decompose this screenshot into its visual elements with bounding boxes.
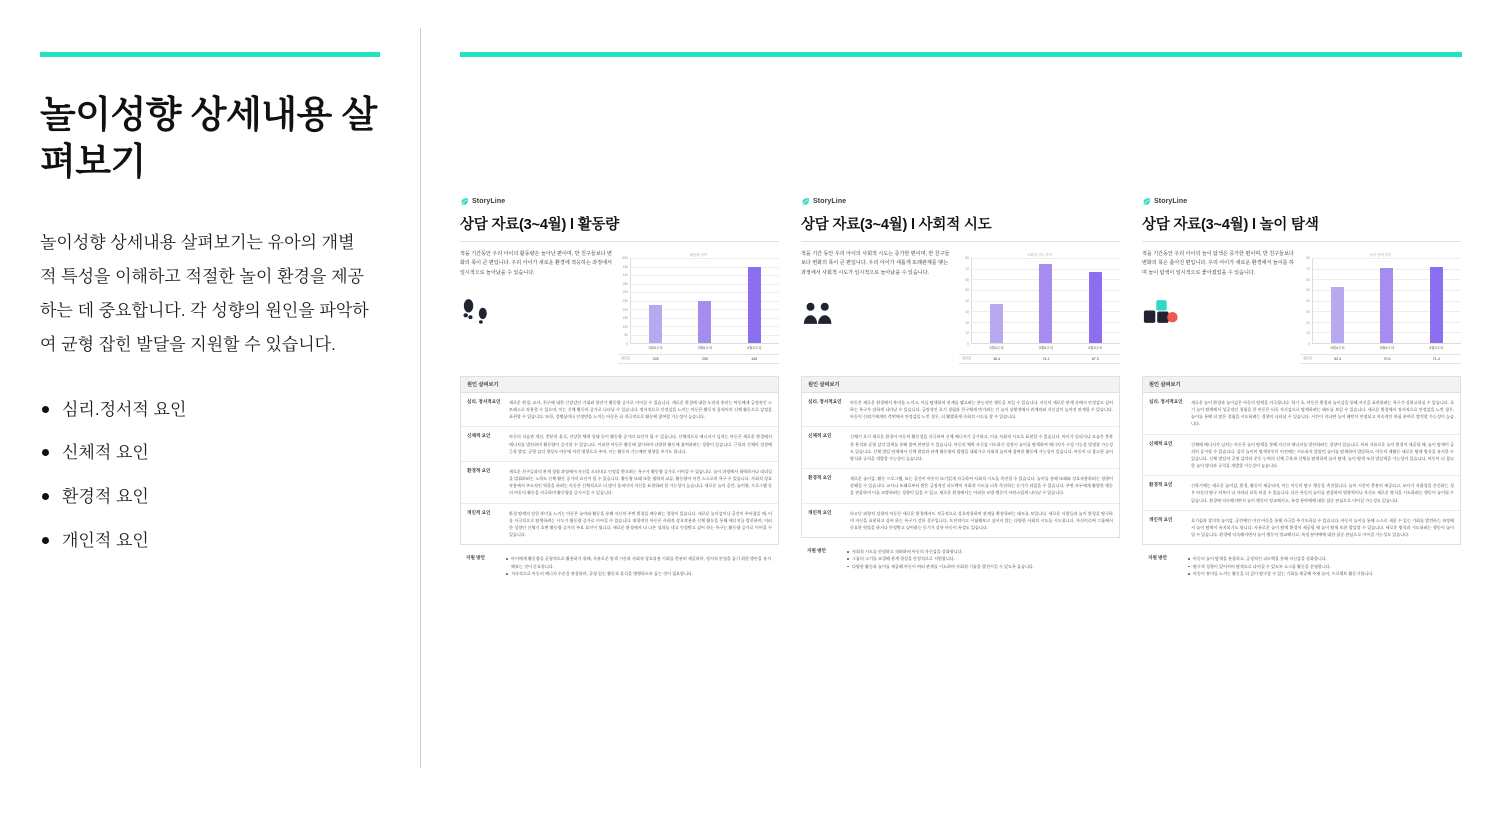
value-row-label: 평균값 [962, 356, 971, 361]
y-tick: 20 [965, 320, 969, 325]
table-row [802, 393, 1119, 427]
row-key: 환경적 요인 [808, 475, 832, 481]
y-tick: 80 [965, 256, 969, 260]
right-column [420, 0, 1496, 839]
data-value: 71.4 [1432, 357, 1440, 361]
row-text: 새로운 환경, 교사, 친구에 대한 긴장감인 기대와 불안가 활동량 증가로 이어질 수 있습니다. 새로운 환경에 대한 도전과 흥미는 아동에게 긍정적인 스트레스로 작용할 수 있으며, 이는 신체 활동의 증가로 나타날 수 있습니다. 정서적으로 안정감을 느끼는 아동은 활동적 움직이며 신체 활동으로 감정을 표현할 수 있습니다. 또한, 경쟁심이나 인정받을 느끼는 아동은 더 적극적으로 활동에 참여할 가능성이 높습니다. [509, 400, 772, 420]
footprints-icon [460, 292, 612, 326]
factor-list [40, 398, 380, 554]
report-card-social [801, 197, 1120, 577]
y-tick: 60 [1306, 277, 1310, 282]
accent-bar-right [460, 52, 1462, 57]
y-tick: 500 [622, 256, 628, 260]
y-tick: 300 [622, 290, 628, 295]
cause-table [801, 376, 1120, 538]
list-item: 그룹의 크기를 조절해 관계 형성을 안정적으로 지원합니다. [847, 555, 1114, 562]
divider [460, 241, 779, 242]
brand-name: StoryLine [813, 198, 847, 205]
row-text: 아동의 식습관 개선, 충분한 휴식, 건강한 체력 상태 등이 활동량 증가의 요인이 될 수 있습니다. 신체적으로 에너지가 넘치는 아동은 새로운 환경에서 에너지를 발산하며 활동량이 증가할 수 있습니다. 이러한 아동은 활동에 참가하며 다양한 활동에 참여하려는 경향이 있습니다. 근육과 신체의 성장에 근육 발달, 균형 감각 향상도 아동에 이런 영향으로 주며, 이는 활동의 기능에만 영향을 주기도 합니다. [509, 434, 772, 454]
y-tick: 40 [965, 299, 969, 303]
table-row [802, 427, 1119, 469]
data-value: 226 [652, 357, 659, 361]
chart-social [959, 250, 1120, 364]
table-header: 원인 살펴보기 [802, 377, 1119, 393]
summary-text-col [801, 250, 953, 364]
blocks-icon [1142, 292, 1294, 326]
x-tick: 3월6주차 [1038, 346, 1054, 350]
leaf-icon [460, 197, 469, 206]
y-tick: 40 [1306, 299, 1310, 303]
table-header: 원인 살펴보기 [1143, 377, 1460, 393]
support-label: 지원 방안 [466, 555, 486, 561]
x-tick: 3월4주차 [1330, 346, 1345, 350]
row-key: 심리. 정서적요인 [808, 399, 842, 404]
bar [1430, 267, 1443, 343]
row-text: 신체에 에너지가 넘치는 아동은 놀이 탐색을 통해 자신의 에너지를 발산하려는 경향이 있습니다. 특히 자유로운 놀이 환경이 제공될 때, 놀이 탐색이 급격히 증가할 수 있습니다. 감각 놀이이 탐색적인이 이전에는 시도하지 않았던 놀이를 탐색하며 발달하고, 아동의 재활동 새로운 탐색 방식을 유지한 수 있습니다. 신체 발달의 균형 감각과 운동 능력의 신체 근육과 신체를 탐색하게 놀이 탐색, 놀이 탐색 또한 발달력을 가능성이 있습니다. 아동이 더 참고한 놀이 방식과 규칙을 개발할 가능성이 높습니다. [1191, 441, 1454, 469]
report-card-play-exploration [1142, 197, 1461, 577]
y-tick: 50 [624, 333, 628, 338]
plot-area [1313, 258, 1461, 344]
summary-text-col [1142, 250, 1294, 364]
data-value: 70.5 [1383, 357, 1391, 361]
support-block [801, 548, 1120, 570]
row-key: 신체적 요인 [467, 433, 491, 439]
row-key: 개인적 요인 [467, 509, 491, 515]
table-row [461, 393, 778, 427]
y-tick: 60 [965, 277, 969, 282]
row-key: 심리. 정서적요인 [1149, 399, 1183, 404]
data-value: 36.4 [993, 357, 1001, 361]
accent-bar-left [40, 52, 380, 57]
y-axis [1300, 258, 1313, 344]
data-value: 445 [751, 357, 758, 361]
data-value: 67.3 [1091, 357, 1099, 361]
value-row-label: 평균값 [1303, 356, 1312, 361]
y-axis [618, 258, 631, 344]
bar [1039, 264, 1052, 343]
brand [801, 197, 1120, 206]
card-title: 상담 자료(3~4월) l 놀이 탐색 [1142, 217, 1319, 233]
table-row [1143, 393, 1460, 435]
chart-title: 놀이 탐색 추이 [1369, 253, 1392, 257]
card-title: 상담 자료(3~4월) l 활동량 [460, 217, 620, 233]
list-item: 환경적 요인 [40, 485, 380, 510]
list-item: 신체적 요인 [40, 441, 380, 466]
y-tick: 80 [1306, 256, 1310, 260]
row-key: 신체적 요인 [1149, 440, 1173, 446]
card-blurb: 적을 기간동안 우리 아이의 활동량은 놀아난 편이며, 반 친구들보다 변화의 폭이 큰 편입니다. 우리 아이가 새로운 환경에 적응하는 과정에서 일시적으로 놀아났을 수 있습니다. [460, 251, 612, 276]
table-row [802, 504, 1119, 537]
row-key: 환경적 요인 [1149, 482, 1173, 488]
y-tick: 70 [965, 266, 969, 271]
y-tick: 10 [1306, 331, 1310, 336]
chart-title: 사회적 시도 추이 [1027, 253, 1052, 257]
y-tick: 250 [622, 299, 628, 303]
table-row [1143, 476, 1460, 510]
data-value: 74.1 [1042, 357, 1050, 361]
chart-title: 활동량 추이 [689, 253, 708, 257]
list-item: 개인적 요인 [40, 529, 380, 554]
x-tick: 3월6주차 [1379, 346, 1395, 350]
people-icon [801, 292, 953, 326]
list-item: 사회적 시도를 안정하고 격려하며 아동의 자신감을 강화합니다. [847, 548, 1114, 555]
list-item: 아동이 흥미를 느끼는 활동을 더 깊이 탐구할 수 있는 기회를 제공해 주제 놀이, 프로젝트 활동기합니다. [1188, 570, 1455, 577]
support-list [1188, 555, 1461, 577]
card-title: 상담 자료(3~4월) l 사회적 시도 [801, 217, 992, 233]
x-tick: 4월3주차 [1429, 346, 1444, 350]
y-tick: 50 [1306, 288, 1310, 293]
leaf-icon [1142, 197, 1151, 206]
table-row [1143, 511, 1460, 544]
chart-value-row [618, 354, 779, 364]
row-text: 새로운 놀이 환경과 놀이감은 아동의 탐색을 자극합니다. 학기 초, 아동은 환경과 놀이감을 통해 자신을 표현하려는 욕구가 강하고하실 수 있습니다. 초기 놀이 탐색에서 성공적인 경험을 한 아동은 더욱 자신감으로 탐색하려는 태도를 보일 수 있습니다. 새로운 환경에서 정서적으로 안정감을 느낀 경우, 놀이를 통해 더 많은 경험을 시도하려는 경향이 나타날 수 있습니다. 시간이 지나면 놀이 패턴이 안정되고 지속적인 관심 분야로 발전할 가능성이 높습니다. [1191, 400, 1454, 427]
card-summary-block [460, 250, 779, 364]
plot-area [631, 258, 779, 344]
list-item: 다양한 활동과 놀이를 제공해 아동이 여러 관계를 시도하며 사회적 기술을 발전시킬 수 있도록 돕습니다. [847, 563, 1114, 570]
row-text: 새로운 놀이감, 활동 프로그램, 또는 공간이 아동이 또기있게 자극하여 사회적 시도를 촉진할 수 있습니다. 놀이를 통해 또래와 상호작용하려는 경향이 강해질 수 있습니다. 교사나 또래로부터 받은 긍정적인 피드백이 사회적 시도를 더욱 촉진하는 동기가 되었을 수 있습니다. 주변 모두에게 활발한 행동을 관찰하며 이를 모방하려는 경향이 있을 수 있고, 새로운 환경에서는 이러한 모방 행동이 자연스럽게 나타날 수 있습니다. [850, 476, 1113, 496]
row-key: 개인적 요인 [808, 509, 832, 515]
y-tick: 400 [622, 273, 628, 278]
row-text: 타고난 외향적 성향의 아동은 새로운 환경에서도 적극적으로 상호작용하며 관계를 확장하려는 태도를 보입니다. 새로운 사람들과 놀이 환경을 탐구하며 자신을 표현하고 싶어 하는 욕구가 강한 경우입니다. 도전적이고 시험해보고 싶어지 않는 다양한 사회적 시도를 시도합니다. 자신이로써 그룹에서 중요한 역할을 하거나 안정받고 싶어하는 동기가 강한 아동이 특성도 있습니다. [850, 510, 1113, 530]
list-item: 아이에게 활동량을 균형적으로 활용하기 위해, 자유로운 암색 시간과 사회적 상호작용 기회를 충분히 제공하며, 정서적 안정을 돕기 위한 방안을 유지해보는 것이 중요합니다. [506, 555, 773, 570]
x-axis-labels [631, 344, 779, 351]
row-key: 신체적 요인 [808, 433, 832, 439]
value-row-label: 평균값 [621, 356, 630, 361]
support-label: 지원 방안 [1148, 555, 1168, 561]
summary-text-col [460, 250, 612, 364]
y-tick: 50 [965, 288, 969, 293]
row-text: 신학기에는 새로운 놀이감, 환경, 활동이 제공되며, 이는 아동이 탐구 행동을 촉진합니다. 놀이 시간이 충분히 제공되고, 교사가 자율성을 존중하는 경우 아동의 탐구 의욕이 더 자라되 더욱 커질 수 있습니다. 다른 아동의 놀이를 관찰하며 영향력이나 자신도 새로운 방식을 시도하려는 행동이 놀이될 수 있습니다. 환경에 익숙해지면서 놀이 행동이 정교해지고, 특정 분야에에 대한 집중 관심으로 이어질 가능성도 있습니다. [1191, 483, 1454, 503]
row-text: 환경 탐색의 강한 흥미를 느끼는 아동은 놀이와 활동을 통해 자신의 주변 환경을 배우려는 경향이 있습니다. 새로운 놀이감이나 공간이 주어졌을 때, 이를 자극적으로 탐색하려는 시도가 활동량 증가로 이어질 수 있습니다. 외향적인 아동은 사회적 상호작용과 신체 활동을 통해 에너지를 발산하며, 이러한 성향인 신체기 호변 활동량 증가의 주요 요인이 됩니다. 새로운 환경에서 더 나은 성과를 내고 인정받고 싶어 하는 욕구는 활동량 증가로 이어질 수 있습니다. [509, 510, 772, 538]
cause-table [1142, 376, 1461, 545]
report-card-activity [460, 197, 779, 577]
y-tick: 100 [622, 324, 628, 329]
row-text: 호기심과 창의적 놀이감, 공간에인 이건 아동을 통해 자극을 주기도하실 수 있습니다. 아동이 놀이를 통해 스스로 세움 수 있는 기회를 발견하는 과정에서 놀이 탐색이 유지되기도 합니다. 자유로운 놀이 탐색 환경이 제공될 때 놀이 탐색 또한 발달할 수 있습니다. 새로운 방식과 시도하려는 행동이 놀이될 수 있습니다. 환경에 익숙해지면서 놀이 행동이 정교해지고, 특정 분야에에 대한 집중 관심으로 이어질 가능성도 있습니다. [1191, 517, 1454, 538]
row-text: 신체기 호기 새로운 환경이 아동의 활동성을 자극하여 신체 에너지가 증가하고, 이를 사회적 시도로 표현할 수 있습니다. 아이가 달리거나 모습은 충분한 분석과 균형 감각 있게를 통해 참여 관련할 수 있습니다. 아동의 체력 자신감 시도하기 성장이 놀이를 탐색하여 에너지가 구성 기능을 발생할 가능성도 있습니다. 신체 발달 단계에서 신체 발달과 관계 활동량의 발생을 대회기로 사회적 놀이에 참여한 활동에 가능성이 있습니다. 아동이 더 참고한 놀이 방식과 규칙을 개발할 가능성이 높습니다. [850, 434, 1113, 461]
support-block [1142, 555, 1461, 577]
list-item: 심리.정서적 요인 [40, 398, 380, 423]
brand [460, 197, 779, 206]
table-row [461, 427, 778, 461]
bar [698, 301, 711, 344]
list-item: 아동의 놀이 탐색을 관찰하고, 긍정적인 피드백을 통해 자신감을 강화합니다. [1188, 555, 1455, 562]
bar [1380, 268, 1393, 343]
leaf-icon [801, 197, 810, 206]
table-row [461, 504, 778, 545]
chart-value-row [1300, 354, 1461, 364]
row-key: 심리. 정서적요인 [467, 399, 501, 404]
data-value: 250 [701, 357, 708, 361]
chart-value-row [959, 354, 1120, 364]
y-tick: 200 [622, 307, 628, 312]
y-axis [959, 258, 972, 344]
y-tick: 30 [965, 309, 969, 314]
x-axis-labels [1313, 344, 1461, 351]
card-summary-block [801, 250, 1120, 364]
y-tick: 150 [622, 316, 628, 321]
x-tick: 3월4주차 [648, 346, 663, 350]
cause-table [460, 376, 779, 545]
data-value: 52.3 [1334, 357, 1342, 361]
bar [748, 267, 761, 343]
card-summary-block [1142, 250, 1461, 364]
card-blurb: 적을 기간 동안 우리 아이의 사회적 시도는 증가한 편이며, 반 친구들보다 변화의 폭이 큰 편입니다. 우리 아이가 새롭게 또래관계를 맺는 과정에서 사회적 시도가 일시적으로 놀아났을 수 있습니다. [801, 251, 950, 276]
table-row [461, 462, 778, 504]
x-tick: 3월4주차 [989, 346, 1004, 350]
bar [990, 304, 1003, 343]
x-axis-labels [972, 344, 1120, 351]
page-description: 놀이성향 상세내용 살펴보기는 유아의 개별적 특성을 이해하고 적절한 놀이 환경을 제공하는 데 중요합니다. 각 성향의 원인을 파악하여 균형 잡힌 발달을 지원할 수 있습니다. [40, 232, 369, 354]
support-list [847, 548, 1120, 570]
y-tick: 450 [622, 264, 628, 269]
support-label: 지원 방안 [807, 548, 827, 554]
card-blurb: 적을 기간동안 우리 아이의 놀이 탐색은 증가한 편이며, 반 친구들보다 변화의 폭은 좁아진 편입니다. 우리 아이가 새로운 환경에서 놀이를 하며 놀이 탐색이 일시적으로 좋아졌었을 수 있습니다. [1142, 251, 1294, 276]
y-tick: 10 [965, 331, 969, 336]
bar [1089, 272, 1102, 343]
table-row [1143, 435, 1460, 477]
table-header: 원인 살펴보기 [461, 377, 778, 393]
chart-play-exploration [1300, 250, 1461, 364]
y-tick: 70 [1306, 266, 1310, 271]
report-card-list [460, 197, 1462, 577]
y-tick: 0 [1308, 342, 1310, 346]
support-block [460, 555, 779, 577]
list-item: 지속적으로 아동의 에너지 수준을 관찰하며, 균형 있는 활동과 휴식을 병행하도록 돕는 것이 필요합니다. [506, 570, 773, 577]
row-text: 새로운 친구들과의 관계 경험 과정에서 자신을 드러내고 인정을 받으려는 욕구가 활동량 증가로 이어질 수 있습니다. 놀이 과정에서 협력하거나 리더십을 발휘하려는 노력도 신체 활동 증가의 요인이 될 수 있습니다. 활동량 또래 또한 협력적 교류, 활동량이 이런 스스로의 욕구 수 있습니다. 사회적 상호작용에서 주도적인 역할을 하려는 아동은 신체적으로 더 많이 움직이며 자신을 표현하려 할 가능성이 높습니다. 새로운 놀이 공간, 놀이양, 프로그램 등의 아동의 활동을 자극하며 활동량을 증가시킬 수 있습니다. [509, 468, 772, 496]
row-text: 아동은 새로운 환경에서 흥미를 느끼고, 이를 탐색하며 관계를 맺으려는 본능적인 행동을 보일 수 있습니다. 자신의 새로운 관계 속에서 안정감고 싶어 하는 욕구가 강하게 나타날 수 있습니다. 긍정적인 초기 경험과 친구에게 반기려는 긴 놀이 상황적에서 관계의와 자신감이 높아진 관계될 수 있습니다. 아동이 신뢰기에게의 측면에서 안정감을 느낀 경우, 더 활발하게 사회적 시도를 할 수 있습니다. [850, 400, 1113, 420]
brand-name: StoryLine [1154, 198, 1188, 205]
x-tick: 3월6주차 [697, 346, 713, 350]
row-key: 개인적 요인 [1149, 516, 1173, 522]
support-list [506, 555, 779, 577]
y-tick: 20 [1306, 320, 1310, 325]
chart-activity [618, 250, 779, 364]
list-item: 탐구적 성향이 있어지며 탐색으로 다어질 수 있도록 소그룹 활동을 운영합니다. [1188, 563, 1455, 570]
divider [801, 241, 1120, 242]
y-tick: 350 [622, 281, 628, 286]
plot-area [972, 258, 1120, 344]
x-tick: 4월3주차 [747, 346, 762, 350]
divider [1142, 241, 1461, 242]
bar [649, 305, 662, 343]
row-key: 환경적 요인 [467, 467, 491, 473]
y-tick: 0 [626, 342, 628, 346]
y-tick: 30 [1306, 309, 1310, 314]
x-tick: 4월3주차 [1088, 346, 1103, 350]
page-title: 놀이성향 상세내용 살펴보기 [40, 94, 377, 183]
table-row [802, 469, 1119, 503]
left-column [0, 0, 420, 839]
brand [1142, 197, 1461, 206]
bar [1331, 287, 1344, 343]
brand-name: StoryLine [472, 198, 506, 205]
y-tick: 0 [967, 342, 969, 346]
